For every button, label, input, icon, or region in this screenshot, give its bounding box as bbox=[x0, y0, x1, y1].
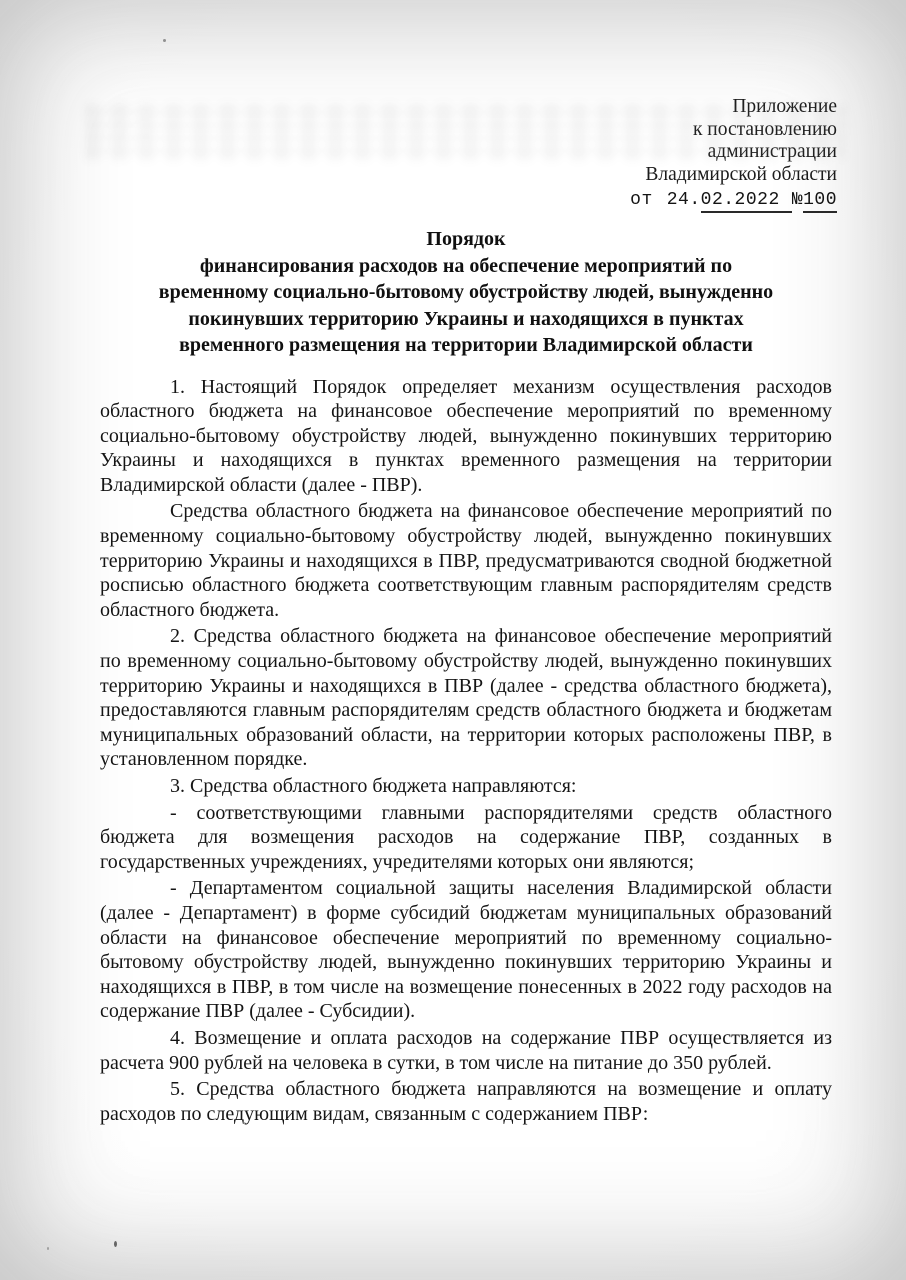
title-line: временному социально-бытовому обустройству людей, вынужденно bbox=[158, 281, 774, 303]
header-line: Владимирской области bbox=[645, 163, 837, 185]
header-line: к постановлению bbox=[692, 118, 837, 140]
document-number: 100 bbox=[803, 190, 837, 213]
paragraph: Средства областного бюджета на финансовое обеспечение мероприятий по временному социально-бытовому обустройству людей, вынужденно покинувших территорию Украины и находящихся в ПВР, предусматриваются сводной бюджетной росписью областного бюджета соответствующим главным распорядителям средств областного бюджета. bbox=[100, 500, 832, 621]
scan-speck bbox=[114, 1241, 117, 1247]
date-value-underlined: 02.2022 bbox=[701, 190, 792, 213]
number-sign: № bbox=[791, 190, 804, 210]
paragraph: 3. Средства областного бюджета направляются: bbox=[170, 775, 577, 797]
paragraph: 4. Возмещение и оплата расходов на содержание ПВР осуществляется из расчета 900 рублей на человека в сутки, в том числе на питание до 350 рублей. bbox=[100, 1026, 832, 1074]
document-header-block bbox=[0, 96, 837, 186]
scan-speck bbox=[387, 287, 390, 290]
paragraph: 5. Средства областного бюджета направляются на возмещение и оплату расходов по следующим видам, связанным с содержанием ПВР: bbox=[100, 1078, 832, 1125]
header-line: администрации bbox=[707, 141, 837, 162]
paragraph: - Департаментом социальной защиты населения Владимирской области (далее - Департамент) в форме субсидий бюджетам муниципальных образований области на финансовое обеспечение мероприятий по временному социально-бытовому обустройству людей, вынужденно покинувших территорию Украины и находящихся в ПВР, в том числе на возмещение понесенных в 2022 году расходов на содержание ПВР (далее - Субсидии). bbox=[100, 877, 832, 1023]
scan-speck bbox=[47, 1247, 49, 1250]
title-line: финансирования расходов на обеспечение мероприятий по bbox=[199, 254, 733, 277]
date-day-month: 24. bbox=[666, 190, 701, 210]
title-line: временного размещения на территории Владимирской области bbox=[179, 334, 753, 356]
document-date-number-line bbox=[0, 190, 837, 210]
document-body bbox=[100, 375, 832, 1127]
paragraph: 1. Настоящий Порядок определяет механизм осуществления расходов областного бюджета на финансовое обеспечение мероприятий по временному социально-бытовому обустройству людей, вынужденно покинувших территорию Украины и находящихся в пунктах временного размещения на территории Владимирской области (далее - ПВР). bbox=[100, 375, 832, 496]
document-title bbox=[100, 226, 832, 359]
paragraph: - соответствующими главными распорядителями средств областного бюджета для возмещения расходов на содержание ПВР, созданных в государственных учреждениях, учредителями которых они являются; bbox=[100, 801, 832, 873]
title-line: Порядок bbox=[426, 228, 506, 250]
title-line: покинувших территорию Украины и находящихся в пунктах bbox=[188, 307, 744, 330]
header-line: Приложение bbox=[732, 96, 837, 117]
date-prefix-label: от bbox=[630, 190, 653, 210]
scan-speck bbox=[163, 39, 166, 42]
paragraph: 2. Средства областного бюджета на финансовое обеспечение мероприятий по временному социально-бытовому обустройству людей, вынужденно покинувших территорию Украины и находящихся в ПВР (далее - средства областного бюджета), предоставляются главным распорядителям средств областного бюджета и бюджетам муниципальных образований области, на территории которых расположены ПВР, в установленном порядке. bbox=[100, 625, 832, 771]
